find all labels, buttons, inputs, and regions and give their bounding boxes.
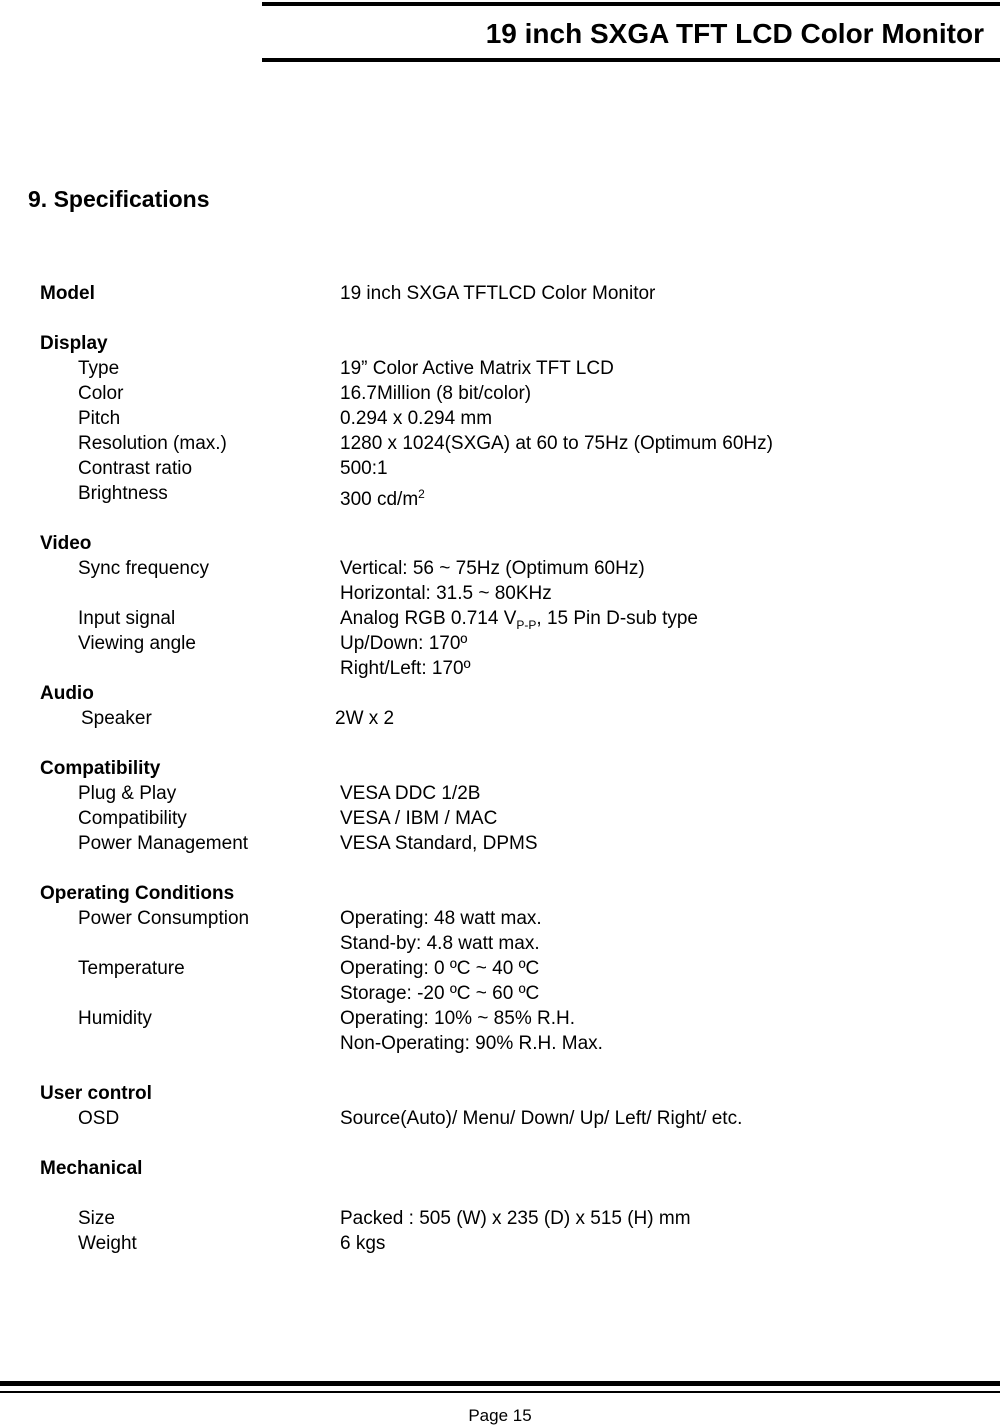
header-top-rule: [262, 2, 1000, 6]
speaker-label: Speaker: [81, 708, 152, 729]
compatibility-heading: Compatibility: [40, 758, 161, 779]
osd-label: OSD: [78, 1108, 120, 1129]
input-label: Input signal: [78, 608, 176, 629]
page-number: Page 15: [468, 1406, 532, 1425]
power-value-standby: Stand-by: 4.8 watt max.: [340, 933, 540, 954]
audio-heading: Audio: [40, 683, 94, 704]
model-value: 19 inch SXGA TFTLCD Color Monitor: [340, 283, 656, 304]
humidity-value-nonoperating: Non-Operating: 90% R.H. Max.: [340, 1033, 603, 1054]
brightness-superscript: 2: [418, 487, 425, 501]
display-heading: Display: [40, 333, 108, 354]
temperature-value-operating: Operating: 0 ºC ~ 40 ºC: [340, 958, 540, 979]
speaker-value: 2W x 2: [335, 708, 395, 729]
osd-value: Source(Auto)/ Menu/ Down/ Up/ Left/ Right/ etc.: [340, 1108, 743, 1129]
power-mgmt-label: Power Management: [78, 833, 249, 854]
footer-rule-thick: [0, 1381, 1000, 1386]
compat-value: VESA / IBM / MAC: [340, 808, 498, 829]
input-value-pre: Analog RGB 0.714 V: [340, 608, 517, 629]
type-label: Type: [78, 358, 120, 379]
operating-heading: Operating Conditions: [40, 883, 235, 904]
temperature-label: Temperature: [78, 958, 185, 979]
contrast-label: Contrast ratio: [78, 458, 193, 479]
user-control-heading: User control: [40, 1083, 152, 1104]
contrast-value: 500:1: [340, 458, 388, 479]
resolution-value: 1280 x 1024(SXGA) at 60 to 75Hz (Optimum 60Hz): [340, 433, 773, 454]
weight-value: 6 kgs: [340, 1233, 386, 1254]
input-value-subscript: P-P: [516, 618, 537, 632]
video-heading: Video: [40, 533, 92, 554]
power-label: Power Consumption: [78, 908, 250, 929]
model-label: Model: [40, 283, 95, 304]
power-value-operating: Operating: 48 watt max.: [340, 908, 542, 929]
section-heading: 9. Specifications: [28, 186, 210, 212]
temperature-value-storage: Storage: -20 ºC ~ 60 ºC: [340, 983, 540, 1004]
sync-label: Sync frequency: [78, 558, 209, 579]
color-label: Color: [78, 383, 124, 404]
brightness-value-text: 300 cd/m: [340, 489, 419, 510]
plug-label: Plug & Play: [78, 783, 177, 804]
document-title: 19 inch SXGA TFT LCD Color Monitor: [485, 18, 984, 49]
footer-rule-thin: [0, 1391, 1000, 1393]
compat-label: Compatibility: [78, 808, 187, 829]
resolution-label: Resolution (max.): [78, 433, 227, 454]
pitch-value: 0.294 x 0.294 mm: [340, 408, 493, 429]
mechanical-heading: Mechanical: [40, 1158, 143, 1179]
viewing-value-updown: Up/Down: 170º: [340, 633, 468, 654]
plug-value: VESA DDC 1/2B: [340, 783, 481, 804]
power-mgmt-value: VESA Standard, DPMS: [340, 833, 538, 854]
sync-value-vertical: Vertical: 56 ~ 75Hz (Optimum 60Hz): [340, 558, 645, 579]
input-value-post: , 15 Pin D-sub type: [536, 608, 698, 629]
weight-label: Weight: [78, 1233, 137, 1254]
color-value: 16.7Million (8 bit/color): [340, 383, 532, 404]
sync-value-horizontal: Horizontal: 31.5 ~ 80KHz: [340, 583, 552, 604]
header-bottom-rule: [262, 58, 1000, 62]
size-label: Size: [78, 1208, 115, 1229]
viewing-label: Viewing angle: [78, 633, 196, 654]
input-value: [340, 608, 698, 636]
humidity-label: Humidity: [78, 1008, 152, 1029]
viewing-value-rightleft: Right/Left: 170º: [340, 658, 471, 679]
brightness-label: Brightness: [78, 483, 168, 504]
type-value: 19” Color Active Matrix TFT LCD: [340, 358, 614, 379]
pitch-label: Pitch: [78, 408, 121, 429]
humidity-value-operating: Operating: 10% ~ 85% R.H.: [340, 1008, 575, 1029]
brightness-value: [340, 483, 425, 511]
size-value: Packed : 505 (W) x 235 (D) x 515 (H) mm: [340, 1208, 691, 1229]
